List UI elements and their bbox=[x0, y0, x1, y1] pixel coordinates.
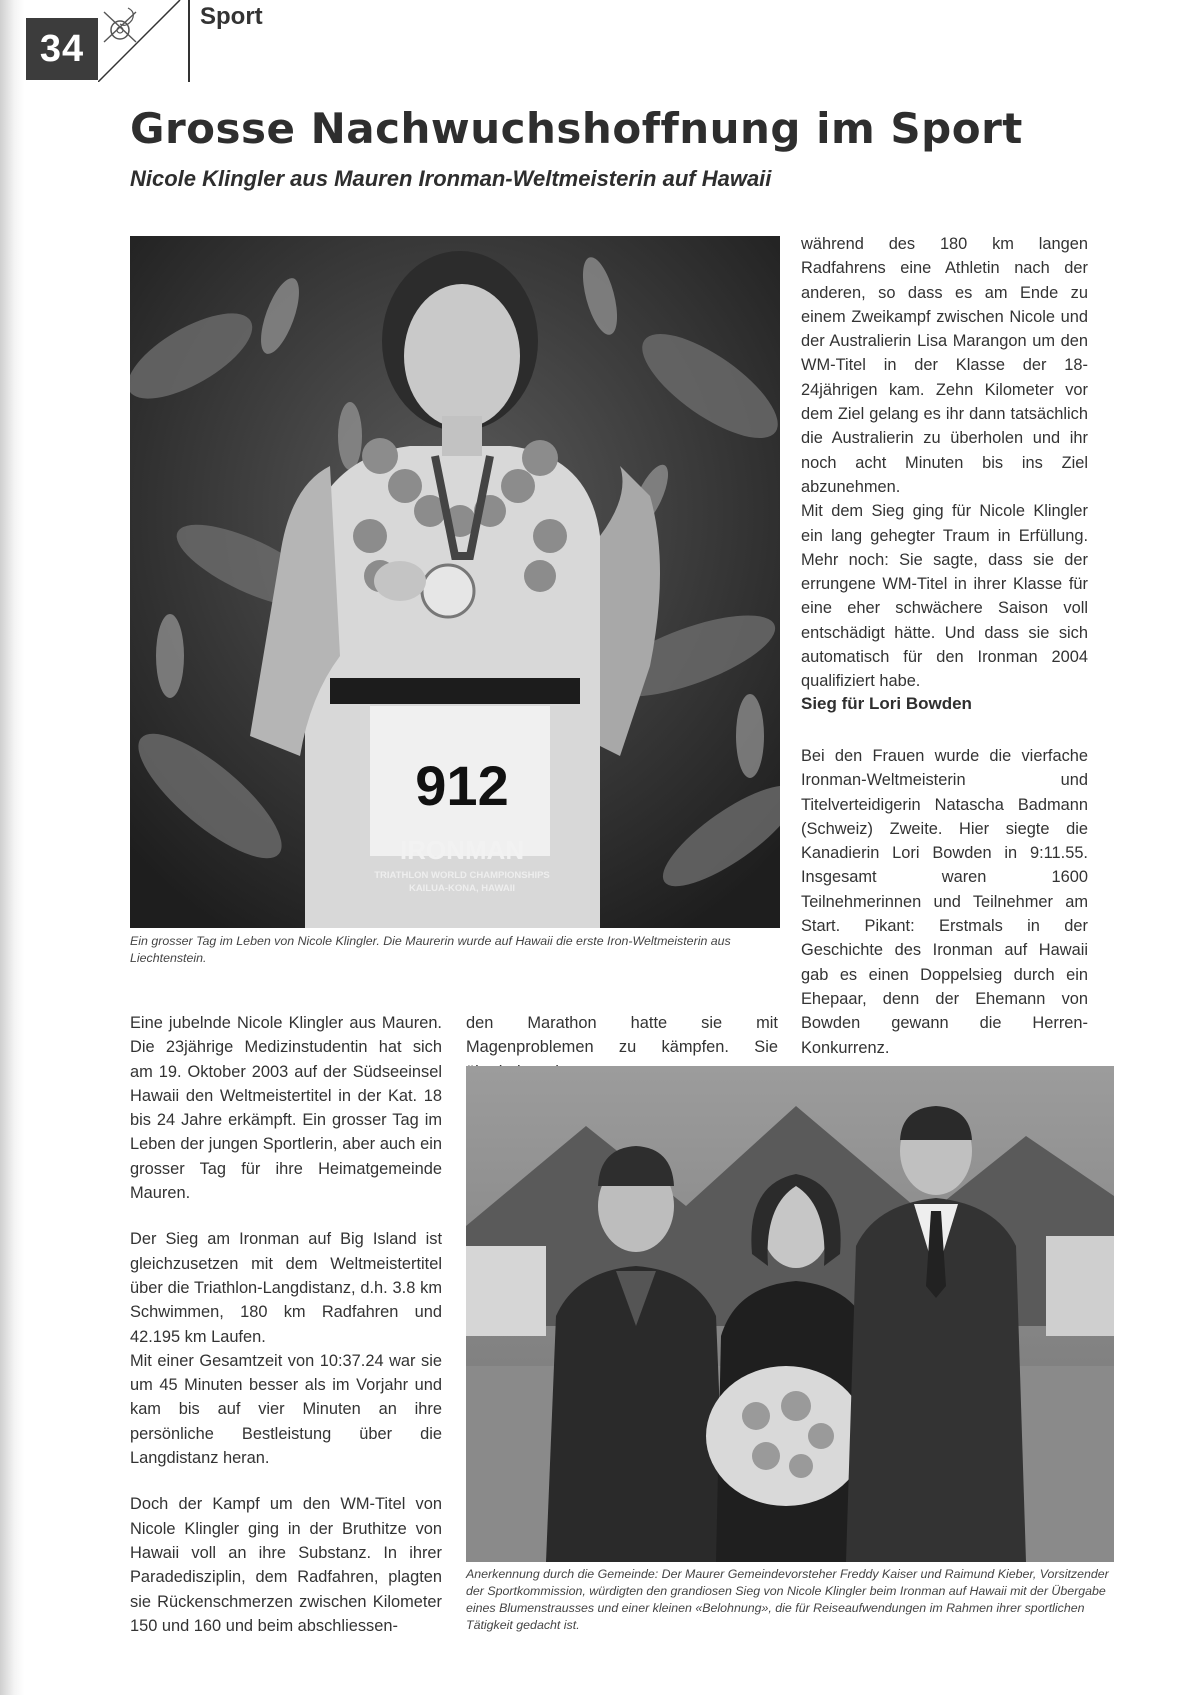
header-rule bbox=[188, 0, 190, 82]
article-subtitle: Nicole Klingler aus Mauren Ironman-Weltmeisterin auf Hawaii bbox=[130, 166, 772, 191]
bib-line-1: TRIATHLON WORLD CHAMPIONSHIPS bbox=[374, 870, 550, 881]
page-number: 34 bbox=[26, 18, 98, 80]
paragraph: Doch der Kampf um den WM-Titel von Nicole Klingler ging in der Bruthitze von Hawaii voll an ihre Substanz. In ihrer Paradedisziplin, dem Radfahren, plagten sie Rückenschmerzen zwischen Kilometer 150 und 160 und beim abschliessen- bbox=[130, 1495, 442, 1635]
group-photo bbox=[466, 1066, 1114, 1562]
paragraph: den Marathon hatte sie mit Magenproblemen zu kämpfen. Sie bbox=[466, 1014, 778, 1057]
right-column bbox=[801, 232, 1088, 694]
paragraph: Mit dem Sieg ging für Nicole Klingler ein lang gehegter Traum in Erfüllung. Mehr noch: Sie sagte, dass sie der errungene WM-Titel in ihrer Klasse für eine eher schwächere Saison voll entschädigt hätte. Und dass sie sich automatisch für den Ironman 2004 qualifiziert habe. bbox=[801, 502, 1088, 691]
photo1-caption: Ein grosser Tag im Leben von Nicole Klingler. Die Maurerin wurde auf Hawaii die erste Iron-Weltmeisterin aus Liechtenstein. bbox=[130, 934, 731, 965]
photo2-caption: Anerkennung durch die Gemeinde: Der Maurer Gemeindevorsteher Freddy Kaiser und Raimund Kieber, Vorsitzender der Sportkommission, würdigten den grandiosen Sieg von Nicole Klingler beim Ironman auf Hawaii mit der Übergabe eines Blumenstrausses und einer kleinen «Belohnung», die für Reiseaufwendungen im Rahmen ihrer sportlichen Tätigkeit gedacht ist. bbox=[466, 1567, 1109, 1632]
bib-line-2: KAILUA-KONA, HAWAII bbox=[408, 883, 516, 894]
bib-brand: IRONMAN bbox=[399, 835, 525, 865]
bib-number: 912 bbox=[415, 754, 509, 817]
subhead-lori-bowden: Sieg für Lori Bowden bbox=[801, 694, 972, 713]
article-title: Grosse Nachwuchshoffnung im Sport bbox=[130, 104, 1023, 153]
left-column bbox=[130, 1011, 442, 1638]
section-label: Sport bbox=[200, 3, 263, 30]
scan-edge bbox=[0, 0, 24, 1695]
paragraph: Bei den Frauen wurde die vierfache Ironman-Weltmeisterin und Titelverteidigerin Natascha Badmann (Schweiz) Zweite. Hier siegte die Kanadierin Lori Bowden in 9:11.55. Insgesamt waren 1600 Teilnehmerinnen und Teilnehmer am Start. Pikant: Erstmals in der Geschichte des Ironman auf Hawaii gab es einen Doppelsieg durch ein Ehepaar, denn der Ehemann von Bowden gewann die Herren-Konkurrenz. bbox=[801, 747, 1088, 1057]
paragraph: Der Sieg am Ironman auf Big Island ist gleichzusetzen mit dem Weltmeistertitel über die Triathlon-Langdistanz, d.h. 3.8 km Schwimmen, 180 km Radfahren und 42.195 km Laufen. bbox=[130, 1230, 442, 1346]
paragraph: Mit einer Gesamtzeit von 10:37.24 war sie um 45 Minuten besser als im Vorjahr und kam bis auf vier Minuten an ihre persönliche Bestleistung über die Langdistanz heran. bbox=[130, 1351, 442, 1468]
paragraph: Eine jubelnde Nicole Klingler aus Mauren. Die 23jährige Medizinstudentin hat sich am 19. Oktober 2003 auf der Südseeinsel Hawaii den Weltmeistertitel in der Kat. 18 bis 24 Jahre erkämpft. Ein grosser Tag im Leben der jungen Sportlerin, aber auch ein grosser Tag für ihre Heimatgemeinde Mauren. bbox=[130, 1014, 442, 1203]
sports-emblem-icon bbox=[98, 0, 188, 82]
athlete-photo bbox=[130, 236, 780, 928]
paragraph: während des 180 km langen Radfahrens eine Athletin nach der anderen, so dass es am Ende zu einem Zweikampf zwischen Nicole und der Australierin Lisa Marangon um den WM-Titel in der Klasse der 18-24jährigen kam. Zehn Kilometer vor dem Ziel gelang es ihr dann tatsächlich die Australierin zu überholen und ihr noch acht Minuten bis ins Ziel abzunehmen. bbox=[801, 235, 1088, 496]
right-column-2 bbox=[801, 744, 1088, 1060]
